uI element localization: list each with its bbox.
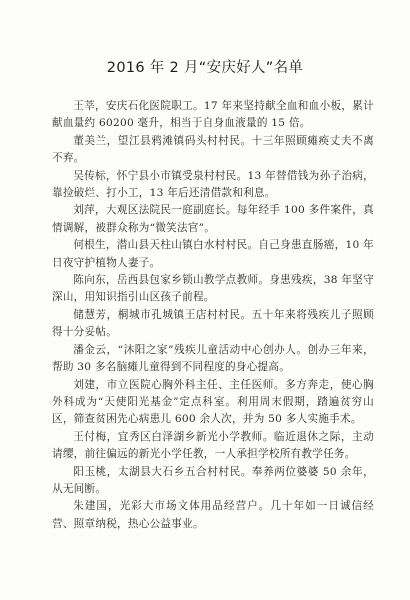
honoree-list	[52, 98, 374, 533]
list-item: 陈向东，岳西县包家乡锁山教学点教师。身患残疾，38 年坚守深山，用知识指引山区孩子前程。	[52, 274, 374, 304]
list-item: 储慧芳，桐城市孔城镇王店村村民。五十年来将残疾儿子照顾得十分妥帖。	[52, 308, 374, 339]
list-item: 阳玉桃，太湖县大石乡五合村村民。奉养两位婆婆 50 余年，从无间断。	[52, 465, 374, 495]
list-item: 何根生，潜山县天柱山镇白水村村民。自己身患直肠癌，10 年日夜守护植物人妻子。	[52, 239, 374, 269]
list-item: 董美兰，望江县鸦滩镇码头村村民。十三年照顾瘫痪丈夫不离不弃。	[52, 134, 374, 165]
list-item: 潘金云，“沐阳之家”残疾儿童活动中心创办人。创办三年来，帮助 30 多名脑瘫儿童得到不同程度的身心提高。	[52, 343, 374, 374]
list-item: 刘萍，大观区法院民一庭副庭长。每年经手 100 多件案件，真情调解，被群众称为“微笑法官”。	[52, 204, 374, 234]
page-title: 2016 年 2 月“安庆好人”名单	[106, 60, 304, 76]
list-item: 王莘，安庆石化医院职工。17 年来坚持献全血和血小板，累计献血量约 60200 毫升，相当于自身血液量的 15 倍。	[52, 100, 374, 130]
list-item: 朱建国，光彩大市场文体用品经营户。几十年如一日诚信经营、照章纳税，热心公益事业。	[52, 500, 374, 530]
list-item: 王付梅，宜秀区白泽湖乡新光小学教师。临近退休之际，主动请缨，前往偏远的新光小学任教，一人承担学校所有教学任务。	[52, 430, 374, 461]
list-item: 吴传标，怀宁县小市镇受泉村村民。13 年替借钱为孙子治病，靠捡破烂、打小工，13 年后还清借款和利息。	[52, 169, 374, 200]
list-item: 刘建，市立医院心胸外科主任、主任医师。多方奔走，使心胸外科成为“天使阳光基金”定点科室。利用周末假期，踏遍贫穷山区，筛查贫困先心病患儿 600 余人次，并为 50 多人实施手术。	[52, 378, 374, 426]
